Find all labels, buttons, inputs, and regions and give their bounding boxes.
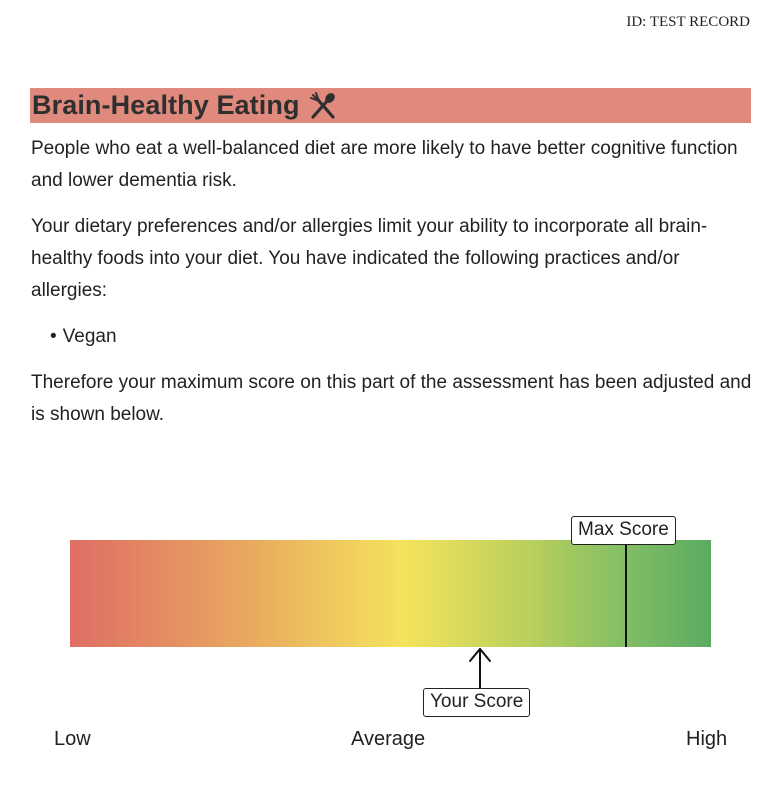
your-score-arrow-icon: [466, 647, 494, 694]
section-title: Brain-Healthy Eating: [32, 90, 300, 120]
max-score-label: Max Score: [571, 516, 676, 545]
content-body: [31, 133, 756, 445]
preferences-paragraph: Your dietary preferences and/or allergies limit your ability to incorporate all brain-healthy foods into your diet. You have indicated the following practices and/or allergies:: [31, 216, 708, 301]
your-score-label: Your Score: [423, 688, 530, 717]
fork-spoon-icon: [308, 92, 338, 120]
scale-low-label: Low: [54, 728, 91, 750]
record-id: ID: TEST RECORD: [626, 14, 750, 30]
max-score-marker: [625, 540, 627, 647]
section-header: [30, 88, 751, 123]
score-gauge-bar: [70, 540, 711, 647]
scale-high-label: High: [686, 728, 728, 750]
intro-paragraph: People who eat a well-balanced diet are more likely to have better cognitive function and lower dementia risk.: [31, 138, 738, 191]
practices-list: [31, 321, 756, 353]
conclusion-paragraph: Therefore your maximum score on this part of the assessment has been adjusted and is shown below.: [31, 372, 752, 425]
scale-average-label: Average: [351, 728, 426, 750]
list-item: • Vegan: [50, 321, 756, 353]
